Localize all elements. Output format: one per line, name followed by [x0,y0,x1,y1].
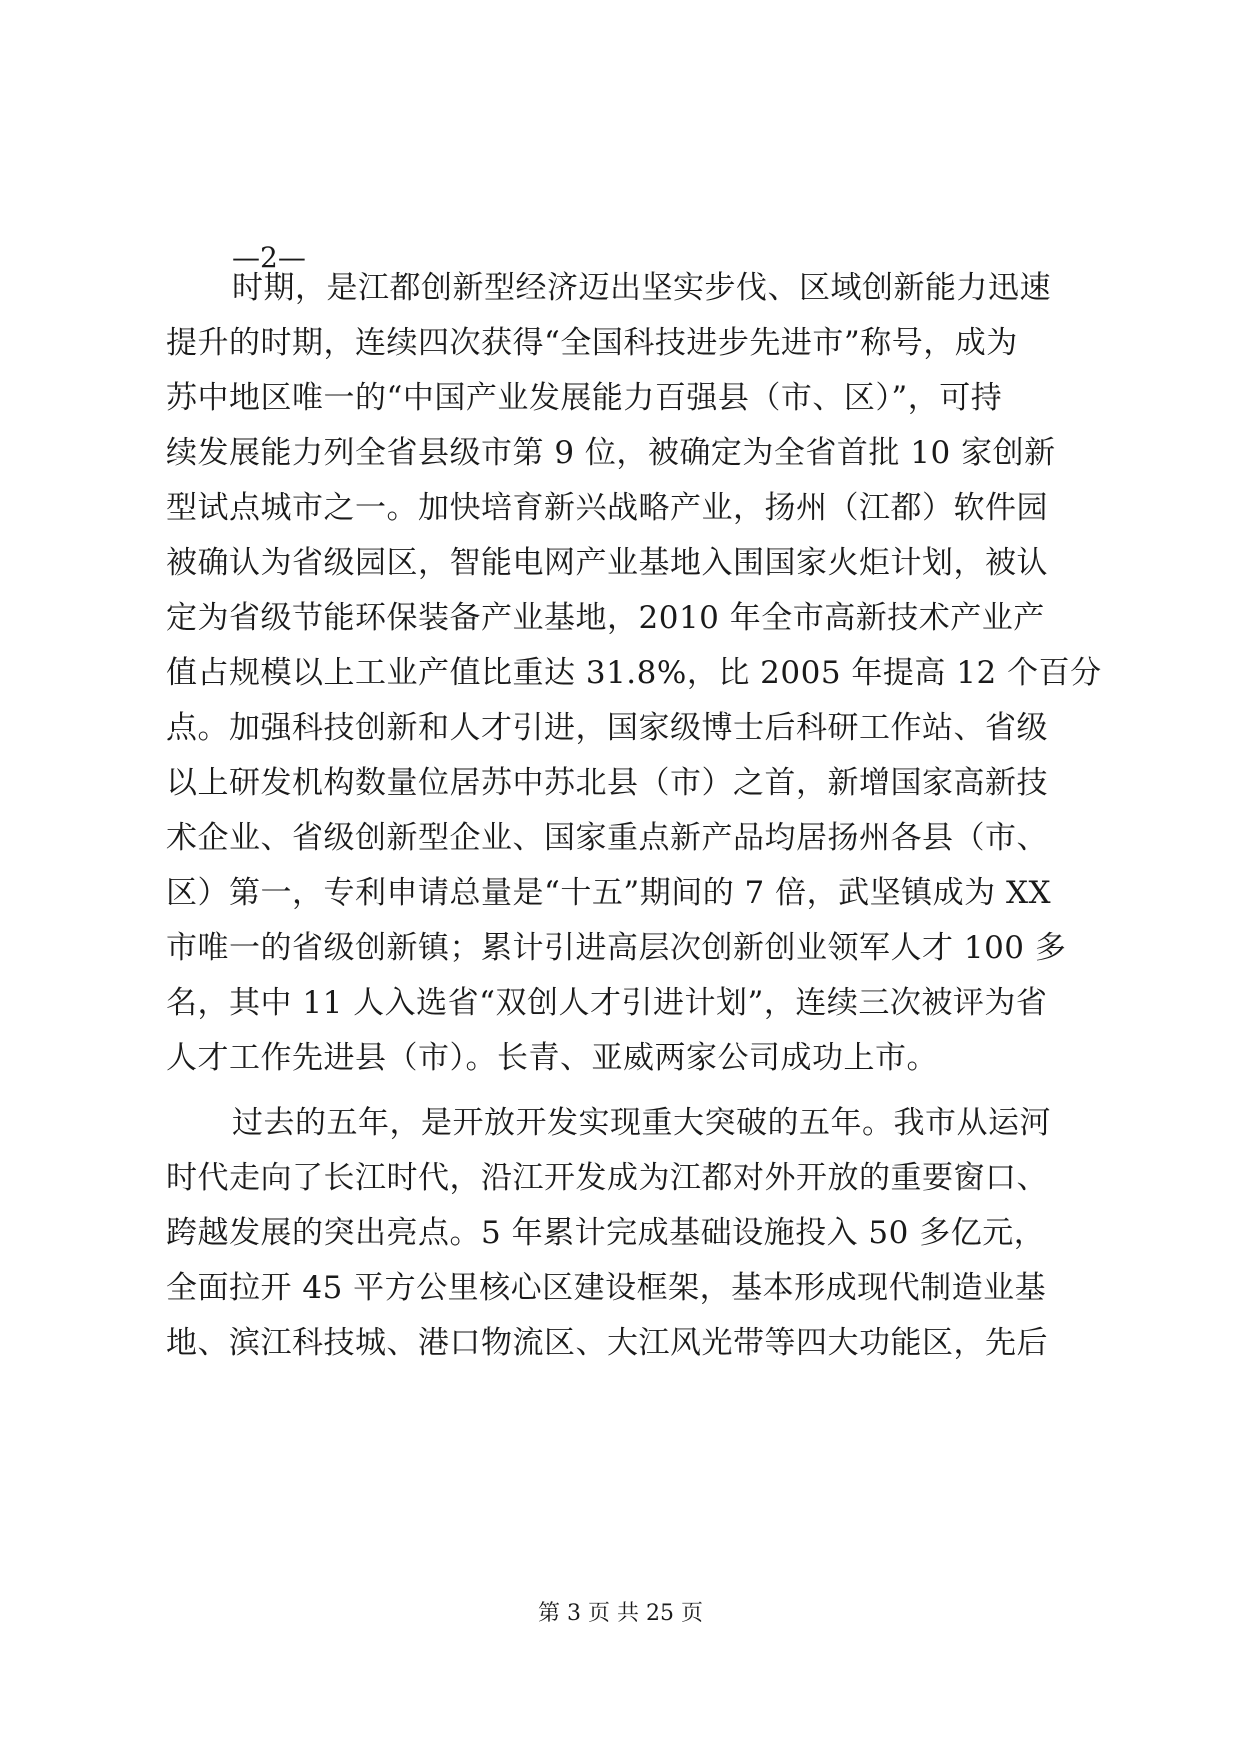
text-line: 跨越发展的突出亮点。5 年累计完成基础设施投入 50 多亿元， [166,1215,1046,1251]
text-line: 市唯一的省级创新镇；累计引进高层次创新创业领军人才 100 多 [166,930,1067,966]
text-line: 人才工作先进县（市）。长青、亚威两家公司成功上市。 [166,1040,938,1076]
page-marker: —2— [232,241,306,274]
text-line: 过去的五年，是开放开发实现重大突破的五年。我市从运河 [232,1105,1051,1141]
text-line: 苏中地区唯一的“中国产业发展能力百强县（市、区）”，可持 [166,380,1003,416]
text-line: 续发展能力列全省县级市第 9 位，被确定为全省首批 10 家创新 [166,435,1056,471]
text-line: 值占规模以上工业产值比重达 31.8%，比 2005 年提高 12 个百分 [166,655,1102,691]
page-footer: 第 3 页 共 25 页 [538,1601,703,1626]
text-line: 术企业、省级创新型企业、国家重点新产品均居扬州各县（市、 [166,820,1048,856]
text-line: 名，其中 11 人入选省“双创人才引进计划”，连续三次被评为省 [166,985,1048,1021]
text-line: 被确认为省级园区，智能电网产业基地入围国家火炬计划，被认 [166,545,1048,581]
text-line: 以上研发机构数量位居苏中苏北县（市）之首，新增国家高新技 [166,765,1048,801]
text-line: 提升的时期，连续四次获得“全国科技进步先进市”称号，成为 [166,325,1018,361]
text-line: 时期，是江都创新型经济迈出坚实步伐、区域创新能力迅速 [232,270,1051,306]
text-line: 点。加强科技创新和人才引进，国家级博士后科研工作站、省级 [166,710,1048,746]
text-line: 型试点城市之一。加快培育新兴战略产业，扬州（江都）软件园 [166,490,1048,526]
text-line: 时代走向了长江时代，沿江开发成为江都对外开放的重要窗口、 [166,1160,1048,1196]
text-line: 定为省级节能环保装备产业基地，2010 年全市高新技术产业产 [166,600,1045,636]
text-line: 区）第一，专利申请总量是“十五”期间的 7 倍，武坚镇成为 XX [166,875,1052,911]
text-line: 全面拉开 45 平方公里核心区建设框架，基本形成现代制造业基 [166,1270,1047,1306]
text-line: 地、滨江科技城、港口物流区、大江风光带等四大功能区，先后 [166,1325,1048,1361]
